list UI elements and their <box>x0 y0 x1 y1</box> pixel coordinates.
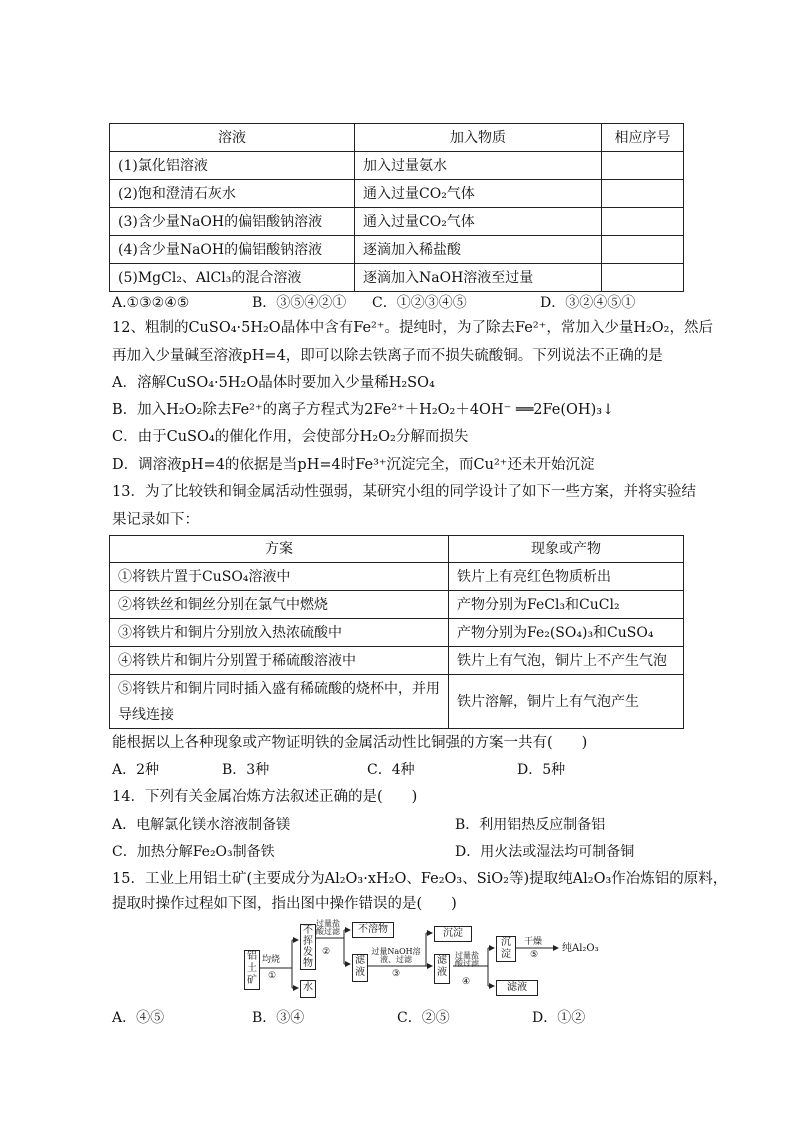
question-stem: 再加入少量碱至溶液pH=4，即可以除去铁离子而不损失硫酸铜。下列说法不正确的是 <box>112 348 663 364</box>
filtrate-box: 滤液 <box>352 954 368 982</box>
option-c: C．4种 <box>367 762 415 778</box>
step5-number: ⑤ <box>530 950 539 960</box>
question-stem: 13．为了比较铁和铜金属活动性强弱，某研究小组的同学设计了如下一些方案，并将实验结 <box>112 484 696 500</box>
table-cell: (2)饱和澄清石灰水 <box>110 180 355 208</box>
option-a: A．④⑤ <box>112 1010 165 1026</box>
option-c: C．由于CuSO₄的催化作用，会使部分H₂O₂分解而损失 <box>112 429 469 445</box>
question-stem: 15．工业上用铝土矿(主要成分为Al₂O₃·xH₂O、Fe₂O₃、SiO₂等)提取纯Al₂O₃作冶炼铝的原料， <box>112 871 728 887</box>
option-b: B．③⑤④②① <box>252 295 347 311</box>
table-row <box>110 647 684 675</box>
option-b: B．③④ <box>252 1010 305 1026</box>
table-cell <box>602 208 684 236</box>
step5-label: 干燥 <box>524 937 543 947</box>
table-cell: 铁片上有气泡，铜片上不产生气泡 <box>449 647 684 675</box>
option-d: D．用火法或湿法均可制备铜 <box>455 844 635 860</box>
table-cell: ①将铁片置于CuSO₄溶液中 <box>110 563 449 591</box>
option-a: A．电解氯化镁水溶液制备镁 <box>112 817 291 833</box>
question-text: 能根据以上各种现象或产物证明铁的金属活动性比铜强的方案一共有( ) <box>112 735 588 751</box>
table-header: 加入物质 <box>355 124 602 152</box>
option-a: A．2种 <box>112 762 160 778</box>
option-b: B．加入H₂O₂除去Fe²⁺的离子方程式为2Fe²⁺＋H₂O₂＋4OH⁻ ══2Fe(OH)₃↓ <box>112 402 615 418</box>
question-stem: 12、粗制的CuSO₄·5H₂O晶体中含有Fe²⁺。提纯时，为了除去Fe²⁺，常加入少量H₂O₂，然后 <box>112 320 713 336</box>
table-cell <box>602 180 684 208</box>
step2-label: 过量盐酸过滤 <box>316 919 340 936</box>
nonvolatile-box: 不挥发物 <box>300 924 316 970</box>
ore-box: 铝土矿 <box>244 950 260 990</box>
table-row <box>110 236 684 264</box>
step4-number: ④ <box>462 977 471 987</box>
table-cell: (4)含少量NaOH的偏铝酸钠溶液 <box>110 236 355 264</box>
table-cell: (5)MgCl₂、AlCl₃的混合溶液 <box>110 264 355 292</box>
table-cell: 通入过量CO₂气体 <box>355 180 602 208</box>
option-d: D．调溶液pH=4的依据是当pH=4时Fe³⁺沉淀完全，而Cu²⁺还未开始沉淀 <box>112 457 595 473</box>
table-cell <box>602 264 684 292</box>
option-b: B．利用铝热反应制备铝 <box>455 817 606 833</box>
table-cell: 产物分别为FeCl₃和CuCl₂ <box>449 591 684 619</box>
table-cell: 加入过量氨水 <box>355 152 602 180</box>
table-cell: (1)氯化铝溶液 <box>110 152 355 180</box>
table-header: 方案 <box>110 536 449 563</box>
step2-number: ② <box>322 947 331 957</box>
option-c: C．②⑤ <box>397 1010 450 1026</box>
step3-label: 过量NaOH溶液、过滤 <box>371 947 421 964</box>
option-c: C．①②③④⑤ <box>372 295 467 311</box>
question-stem: 14．下列有关金属冶炼方法叙述正确的是( ) <box>112 789 418 805</box>
option-d: D．5种 <box>517 762 566 778</box>
step4-label: 过量盐酸过滤 <box>455 951 479 968</box>
table-row <box>110 180 684 208</box>
table-row <box>110 675 684 729</box>
table-cell: 铁片上有亮红色物质析出 <box>449 563 684 591</box>
table-cell: ④将铁片和铜片分别置于稀硫酸溶液中 <box>110 647 449 675</box>
option-a: A.①③②④⑤ <box>112 295 190 311</box>
step1-label: 均烧 <box>262 955 281 965</box>
table-cell: ③将铁片和铜片分别放入热浓硫酸中 <box>110 619 449 647</box>
filtrate-box: 滤液 <box>496 980 538 996</box>
product-label: 纯Al₂O₃ <box>562 943 599 954</box>
table-row <box>110 619 684 647</box>
step1-number: ① <box>268 971 277 981</box>
table-cell: ⑤将铁片和铜片同时插入盛有稀硫酸的烧杯中，并用导线连接 <box>110 675 449 729</box>
table-header: 相应序号 <box>602 124 684 152</box>
table-row <box>110 264 684 292</box>
table-header: 现象或产物 <box>449 536 684 563</box>
table-cell: 产物分别为Fe₂(SO₄)₃和CuSO₄ <box>449 619 684 647</box>
question-stem: 果记录如下： <box>112 512 199 528</box>
table-row <box>110 563 684 591</box>
flow-arrows <box>240 918 620 1000</box>
table-cell: 逐滴加入稀盐酸 <box>355 236 602 264</box>
table-cell: 铁片溶解，铜片上有气泡产生 <box>449 675 684 729</box>
precipitate-box: 沉淀 <box>496 936 516 962</box>
table-cell: 逐滴加入NaOH溶液至过量 <box>355 264 602 292</box>
process-flow-diagram <box>240 918 620 1000</box>
table-cell: 通入过量CO₂气体 <box>355 208 602 236</box>
option-b: B．3种 <box>222 762 270 778</box>
question-stem: 提取时操作过程如下图，指出图中操作错误的是( ) <box>112 896 457 912</box>
table-row <box>110 591 684 619</box>
table-header: 溶液 <box>110 124 355 152</box>
option-c: C．加热分解Fe₂O₃制备铁 <box>112 844 275 860</box>
filtrate-box: 滤液 <box>434 954 450 984</box>
table-cell <box>602 152 684 180</box>
reagent-table <box>109 123 684 292</box>
table-cell <box>602 236 684 264</box>
table-row <box>110 152 684 180</box>
option-d: D．③②④⑤① <box>540 295 636 311</box>
step3-number: ③ <box>392 969 401 979</box>
water-box: 水 <box>300 980 316 998</box>
insoluble-box: 不溶物 <box>352 922 394 938</box>
option-d: D．①② <box>532 1010 586 1026</box>
table-row <box>110 208 684 236</box>
precipitate-box: 沉淀 <box>434 926 472 942</box>
table-cell: (3)含少量NaOH的偏铝酸钠溶液 <box>110 208 355 236</box>
table-cell: ②将铁丝和铜丝分别在氯气中燃烧 <box>110 591 449 619</box>
experiment-table <box>109 535 684 729</box>
option-a: A．溶解CuSO₄·5H₂O晶体时要加入少量稀H₂SO₄ <box>112 375 435 391</box>
